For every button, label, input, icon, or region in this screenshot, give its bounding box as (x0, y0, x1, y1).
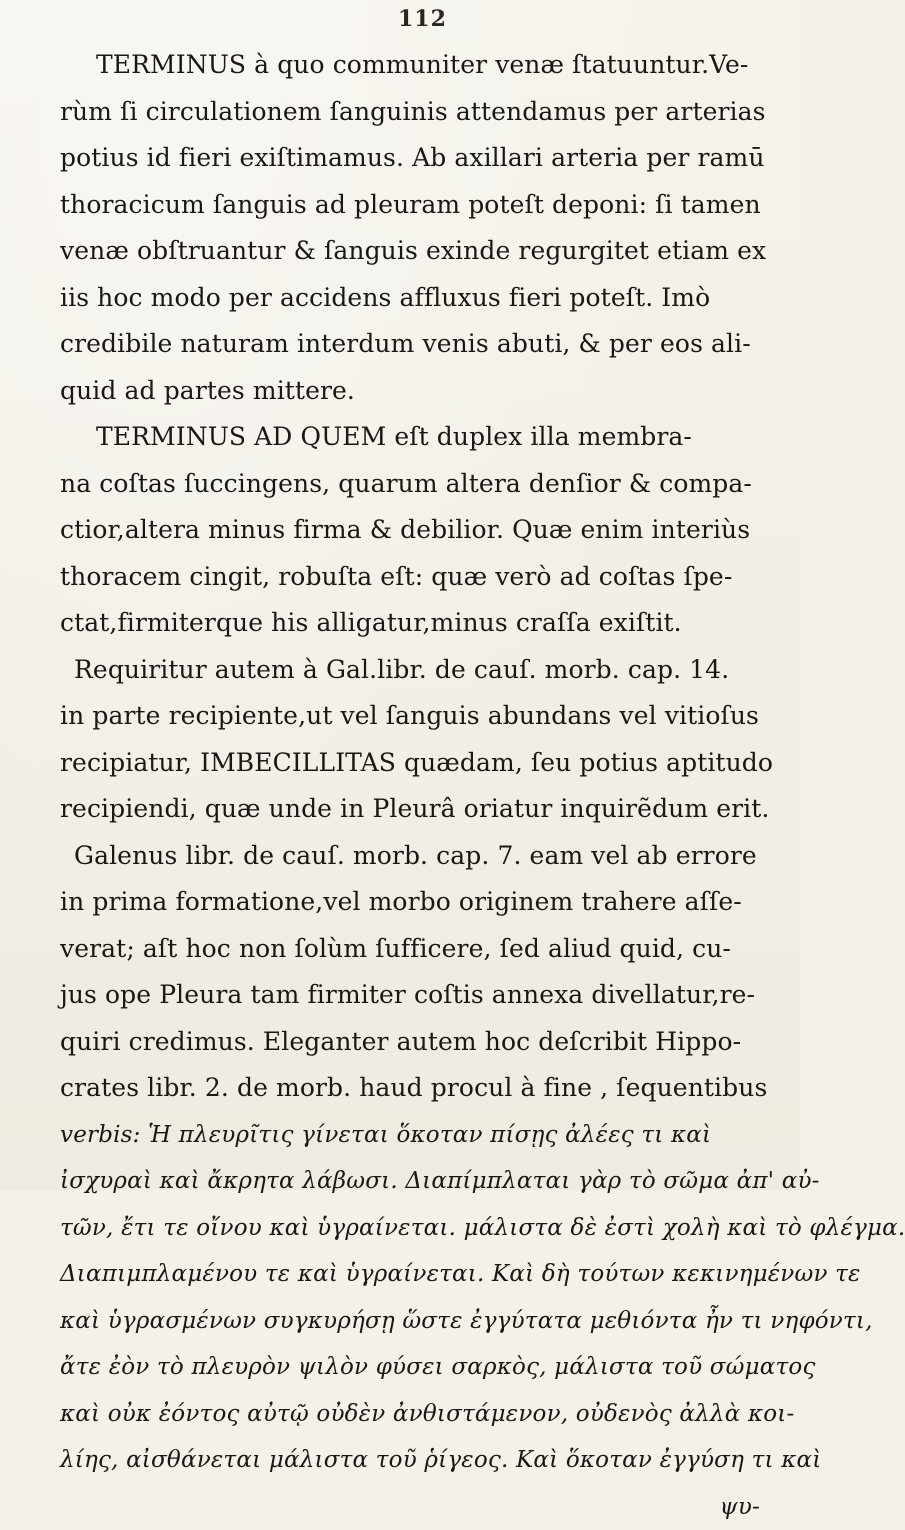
text-line: ctior,altera minus firma & debilior. Quæ enim interiùs (60, 507, 780, 554)
text-line: thoracem cingit, robuſta eſt: quæ verò ad coſtas ſpe- (60, 554, 780, 601)
text-line: ἄτε ἐὸν τὸ πλευρὸν ψιλὸν φύσει σαρκὸς, μάλιστα τοῦ σώματος (60, 1344, 780, 1391)
text-line: venæ obſtruantur & ſanguis exinde regurgitet etiam ex (60, 228, 780, 275)
text-line: na coſtas ſuccingens, quarum altera denſior & compa- (60, 461, 780, 508)
text-line: quid ad partes mittere. (60, 368, 780, 415)
text-line: verbis: Ἡ πλευρῖτις γίνεται ὅκοταν πίσῃς ἀλέες τι καὶ (60, 1112, 780, 1159)
text-line: καὶ ὑγρασμένων συγκυρήσῃ ὥστε ἐγγύτατα μεθιόντα ἦν τι νηφόντι, (60, 1298, 780, 1345)
text-line: recipiatur, IMBECILLITAS quædam, ſeu potius aptitudo (60, 740, 780, 787)
text-line: Galenus libr. de cauſ. morb. cap. 7. eam vel ab errore (60, 833, 780, 880)
text-line: TERMINUS à quo communiter venæ ſtatuuntur.Ve- (60, 42, 780, 89)
body-text (60, 42, 780, 1530)
text-line: quiri credimus. Eleganter autem hoc deſcribit Hippo- (60, 1019, 780, 1066)
text-line: crates libr. 2. de morb. haud procul à fine , ſequentibus (60, 1065, 780, 1112)
text-line: recipiendi, quæ unde in Pleurâ oriatur inquirẽdum erit. (60, 786, 780, 833)
text-line: τῶν, ἔτι τε οἴνου καὶ ὑγραίνεται. μάλιστα δὲ ἐστὶ χολὴ καὶ τὸ φλέγμα. (60, 1205, 780, 1252)
text-line: λίης, αἰσθάνεται μάλιστα τοῦ ῥίγεος. Καὶ ὅκοταν ἐγγύση τι καὶ (60, 1437, 780, 1484)
text-line: jus ope Pleura tam firmiter coſtis annexa divellatur,re- (60, 972, 780, 1019)
text-line: verat; aſt hoc non ſolùm ſufficere, ſed aliud quid, cu- (60, 926, 780, 973)
catchword: ψυ- (60, 1484, 780, 1530)
text-line: καὶ οὐκ ἐόντος αὐτῷ οὐδὲν ἀνθιστάμενον, οὐδενὸς ἀλλὰ κοι- (60, 1391, 780, 1438)
text-line: iis hoc modo per accidens affluxus fieri poteſt. Imò (60, 275, 780, 322)
page-number: 112 (398, 6, 447, 32)
text-line: rùm ſi circulationem ſanguinis attendamus per arterias (60, 89, 780, 136)
text-line: potius id fieri exiſtimamus. Ab axillari arteria per ramū (60, 135, 780, 182)
text-line: TERMINUS AD QUEM eſt duplex illa membra- (60, 414, 780, 461)
text-line: Διαπιμπλαμένου τε καὶ ὑγραίνεται. Καὶ δὴ τούτων κεκινημένων τε (60, 1251, 780, 1298)
text-line: in prima formatione,vel morbo originem trahere aſſe- (60, 879, 780, 926)
text-line: in parte recipiente,ut vel ſanguis abundans vel vitioſus (60, 693, 780, 740)
text-line: thoracicum ſanguis ad pleuram poteſt deponi: ſi tamen (60, 182, 780, 229)
text-line: ctat,firmiterque his alligatur,minus craſſa exiſtit. (60, 600, 780, 647)
text-line: credibile naturam interdum venis abuti, & per eos ali- (60, 321, 780, 368)
text-line: Requiritur autem à Gal.libr. de cauſ. morb. cap. 14. (60, 647, 780, 694)
text-line: ἰσχυραὶ καὶ ἄκρητα λάβωσι. Διαπίμπλαται γὰρ τὸ σῶμα ἀπ' αὐ- (60, 1158, 780, 1205)
